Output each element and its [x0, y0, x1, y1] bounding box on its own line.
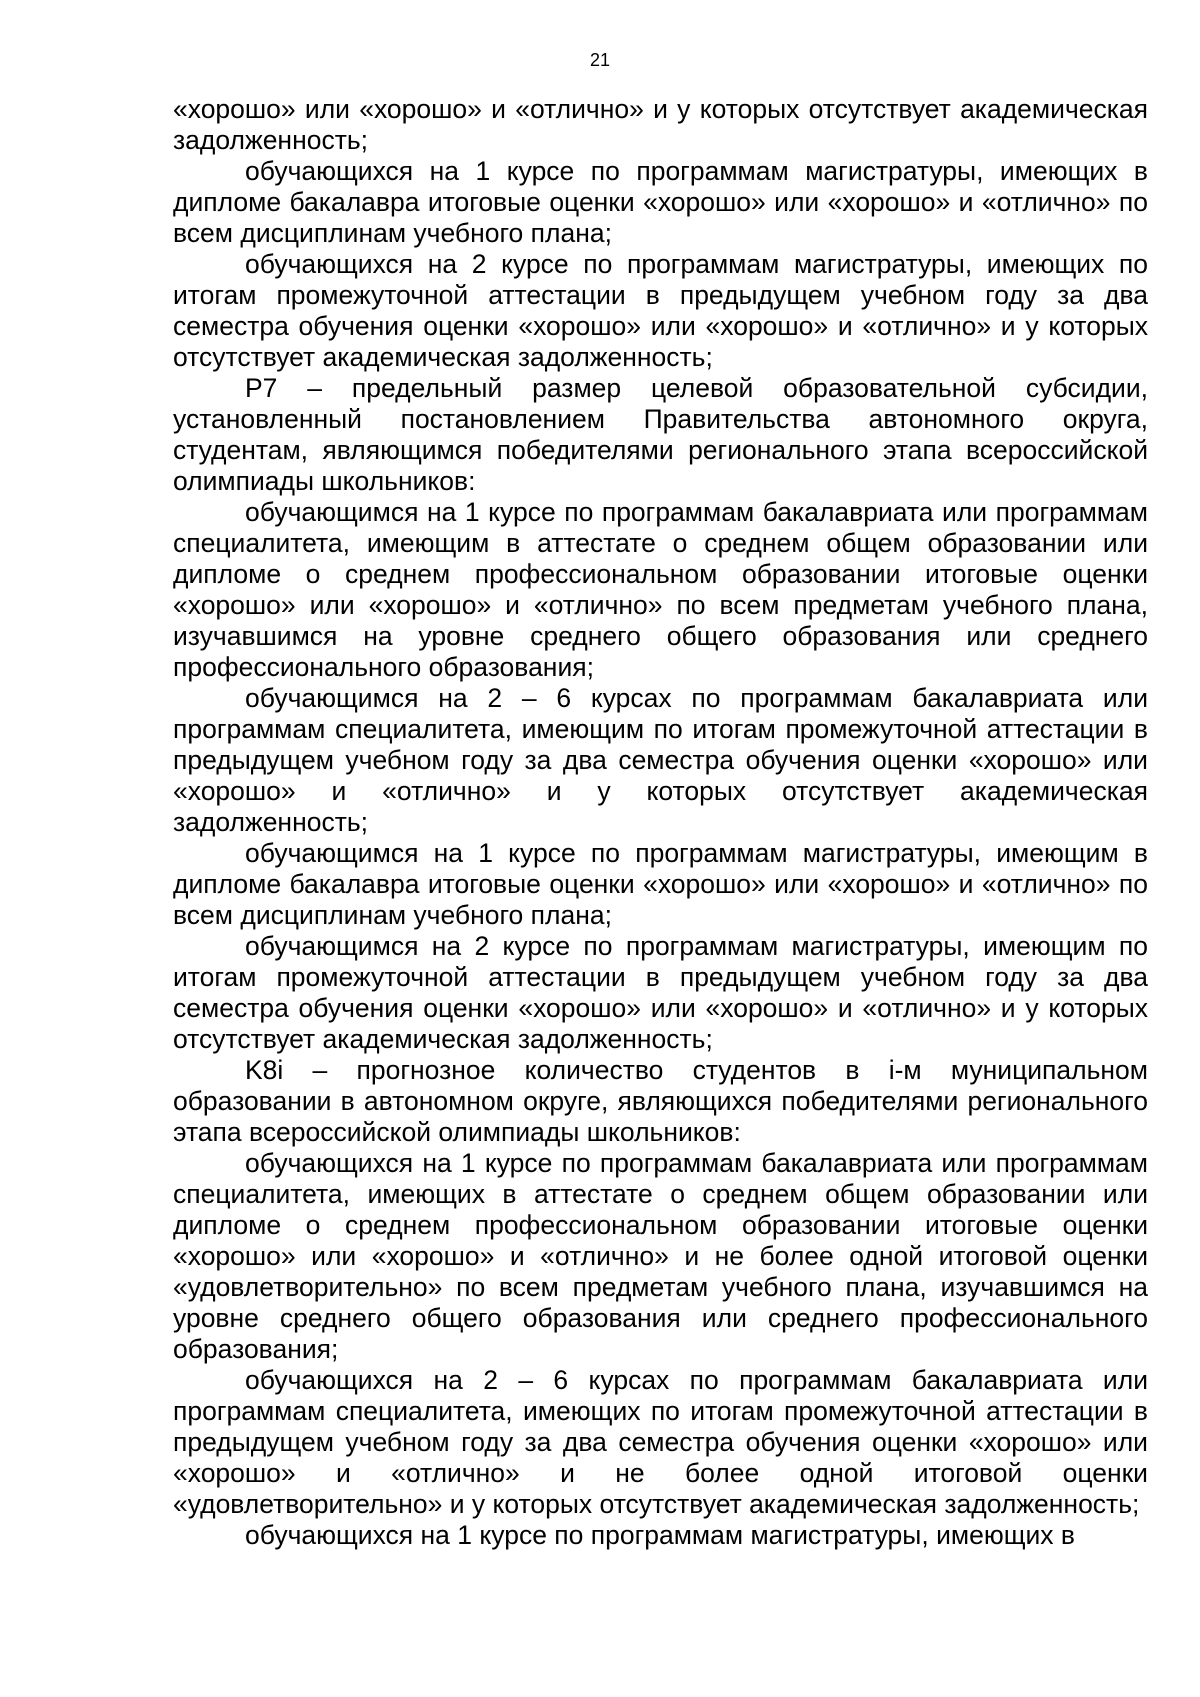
paragraph-p7-masters-year1: обучающимся на 1 курсе по программам магистратуры, имеющим в дипломе бакалавра итоговые оценки «хорошо» или «хорошо» и «отлично» по всем дисциплинам учебного плана; [173, 838, 1148, 930]
paragraph-p7-bachelor-year1: обучающимся на 1 курсе по программам бакалавриата или программам специалитета, имеющим в аттестате о среднем общем образовании или дипломе о среднем профессиональном образовании итоговые оценки «хорошо» или «хорошо» и «отлично» по всем предметам учебного плана, изучавшимся на уровне среднего общего образования или среднего профессионального образования; [173, 497, 1148, 682]
paragraph-k8i-bachelor-years2-6: обучающихся на 2 – 6 курсах по программам бакалавриата или программам специалитета, имеющих по итогам промежуточной аттестации в предыдущем учебном году за два семестра обучения оценки «хорошо» или «хорошо» и «отлично» и не более одной итоговой оценки «удовлетворительно» и у которых отсутствует академическая задолженность; [173, 1365, 1148, 1519]
paragraph-p7-bachelor-years2-6: обучающимся на 2 – 6 курсах по программам бакалавриата или программам специалитета, имеющим по итогам промежуточной аттестации в предыдущем учебном году за два семестра обучения оценки «хорошо» или «хорошо» и «отлично» и у которых отсутствует академическая задолженность; [173, 683, 1148, 837]
paragraph-continuation: «хорошо» или «хорошо» и «отлично» и у которых отсутствует академическая задолженность; [173, 94, 1148, 155]
paragraph-k8i-masters-year1: обучающихся на 1 курсе по программам магистратуры, имеющих в [245, 1520, 1076, 1550]
document-body [173, 94, 1148, 1551]
paragraph-p7-masters-year2: обучающимся на 2 курсе по программам магистратуры, имеющим по итогам промежуточной аттестации в предыдущем учебном году за два семестра обучения оценки «хорошо» или «хорошо» и «отлично» и у которых отсутствует академическая задолженность; [173, 931, 1148, 1054]
paragraph-k8i-definition: K8i – прогнозное количество студентов в i-м муниципальном образовании в автономном округе, являющихся победителями регионального этапа всероссийской олимпиады школьников: [173, 1055, 1148, 1147]
paragraph-masters-year1: обучающихся на 1 курсе по программам магистратуры, имеющих в дипломе бакалавра итоговые оценки «хорошо» или «хорошо» и «отлично» по всем дисциплинам учебного плана; [173, 156, 1148, 248]
paragraph-masters-year2: обучающихся на 2 курсе по программам магистратуры, имеющих по итогам промежуточной аттестации в предыдущем учебном году за два семестра обучения оценки «хорошо» или «хорошо» и «отлично» и у которых отсутствует академическая задолженность; [173, 249, 1148, 372]
paragraph-k8i-bachelor-year1: обучающихся на 1 курсе по программам бакалавриата или программам специалитета, имеющих в аттестате о среднем общем образовании или дипломе о среднем профессиональном образовании итоговые оценки «хорошо» или «хорошо» и «отлично» и не более одной итоговой оценки «удовлетворительно» по всем предметам учебного плана, изучавшимся на уровне среднего общего образования или среднего профессионального образования; [173, 1148, 1148, 1364]
page-number: 21 [589, 50, 611, 70]
paragraph-p7-definition: P7 – предельный размер целевой образовательной субсидии, установленный постановлением Правительства автономного округа, студентам, являющимся победителями регионального этапа всероссийской олимпиады школьников: [173, 373, 1148, 496]
